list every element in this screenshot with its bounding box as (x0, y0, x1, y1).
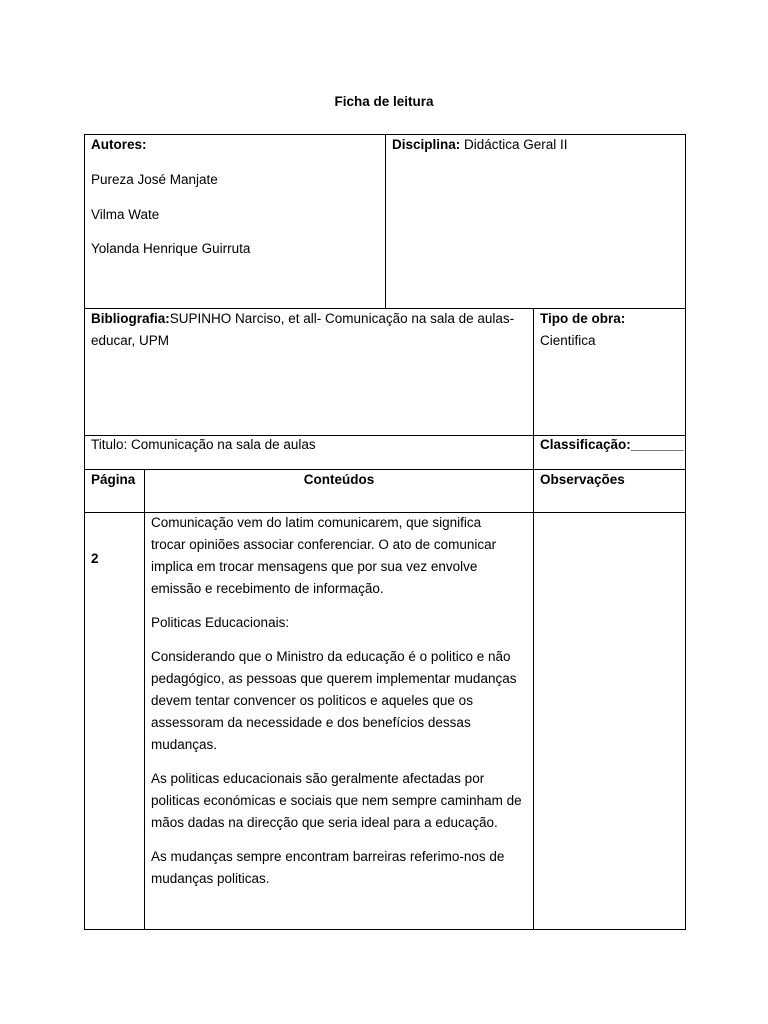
content-line: mudanças. (151, 737, 218, 752)
content-line: trocar opiniões associar conferenciar. O ato de comunicar (151, 537, 497, 552)
content-line: mãos dadas na direcção que seria ideal para a educação. (151, 815, 498, 830)
content-line: assessoram da necessidade e dos benefícios dessas (151, 715, 471, 730)
content-paragraph (151, 612, 531, 634)
content-line: mudanças politicas. (151, 871, 270, 886)
content-line: Comunicação vem do latim comunicarem, que significa (151, 515, 482, 530)
author-name: Yolanda Henrique Guirruta (91, 241, 251, 256)
author-name: Pureza José Manjate (91, 172, 218, 187)
disciplina-label: Disciplina: (392, 137, 461, 152)
observations-cell (533, 512, 686, 930)
titulo-field (91, 437, 316, 453)
page-number-cell (84, 512, 145, 930)
content-paragraph (151, 768, 531, 834)
bibliografia-label: Bibliografia: (91, 311, 170, 326)
tipo-obra-label: Tipo de obra: (540, 311, 626, 326)
bibliografia-line2: educar, UPM (91, 333, 170, 348)
content-line: pedagógico, as pessoas que querem implementar mudanças (151, 671, 517, 686)
content-line: Politicas Educacionais: (151, 615, 290, 630)
disciplina-cell (385, 134, 686, 309)
disciplina-value: Didáctica Geral II (460, 137, 568, 152)
content-line: politicas económicas e sociais que nem sempre caminham de (151, 793, 522, 808)
content-paragraph (151, 512, 531, 600)
page-number: 2 (91, 551, 99, 566)
tipo-obra-value: Cientifica (540, 333, 596, 348)
autores-label: Autores: (91, 137, 147, 152)
content-paragraph (151, 646, 531, 756)
content-line: implica em trocar mensagens que por sua vez envolve (151, 559, 478, 574)
classificacao-label: Classificação:_______ (540, 437, 684, 452)
bibliografia-field (91, 311, 514, 327)
content-line: Considerando que o Ministro da educação é o politico e não (151, 649, 511, 664)
content-paragraph (151, 846, 531, 890)
titulo-value: Comunicação na sala de aulas (127, 437, 316, 452)
content-line: As politicas educacionais são geralmente afectadas por (151, 771, 485, 786)
content-line: emissão e recebimento de informação. (151, 581, 384, 596)
bibliografia-cell (84, 308, 534, 436)
titulo-label: Titulo: (91, 437, 128, 452)
observacoes-header: Observações (540, 472, 625, 487)
content-line: devem tentar convencer os politicos e aqueles que os (151, 693, 473, 708)
content-line: As mudanças sempre encontram barreiras referimo-nos de (151, 849, 505, 864)
conteudos-header: Conteúdos (303, 472, 375, 487)
author-name: Vilma Wate (91, 207, 160, 222)
tipo-obra-cell (533, 308, 686, 436)
document-title: Ficha de leitura (334, 94, 434, 109)
bibliografia-line1: SUPINHO Narciso, et all- Comunicação na sala de aulas- (169, 311, 515, 326)
pagina-header: Página (91, 472, 136, 487)
disciplina-field (392, 137, 568, 153)
